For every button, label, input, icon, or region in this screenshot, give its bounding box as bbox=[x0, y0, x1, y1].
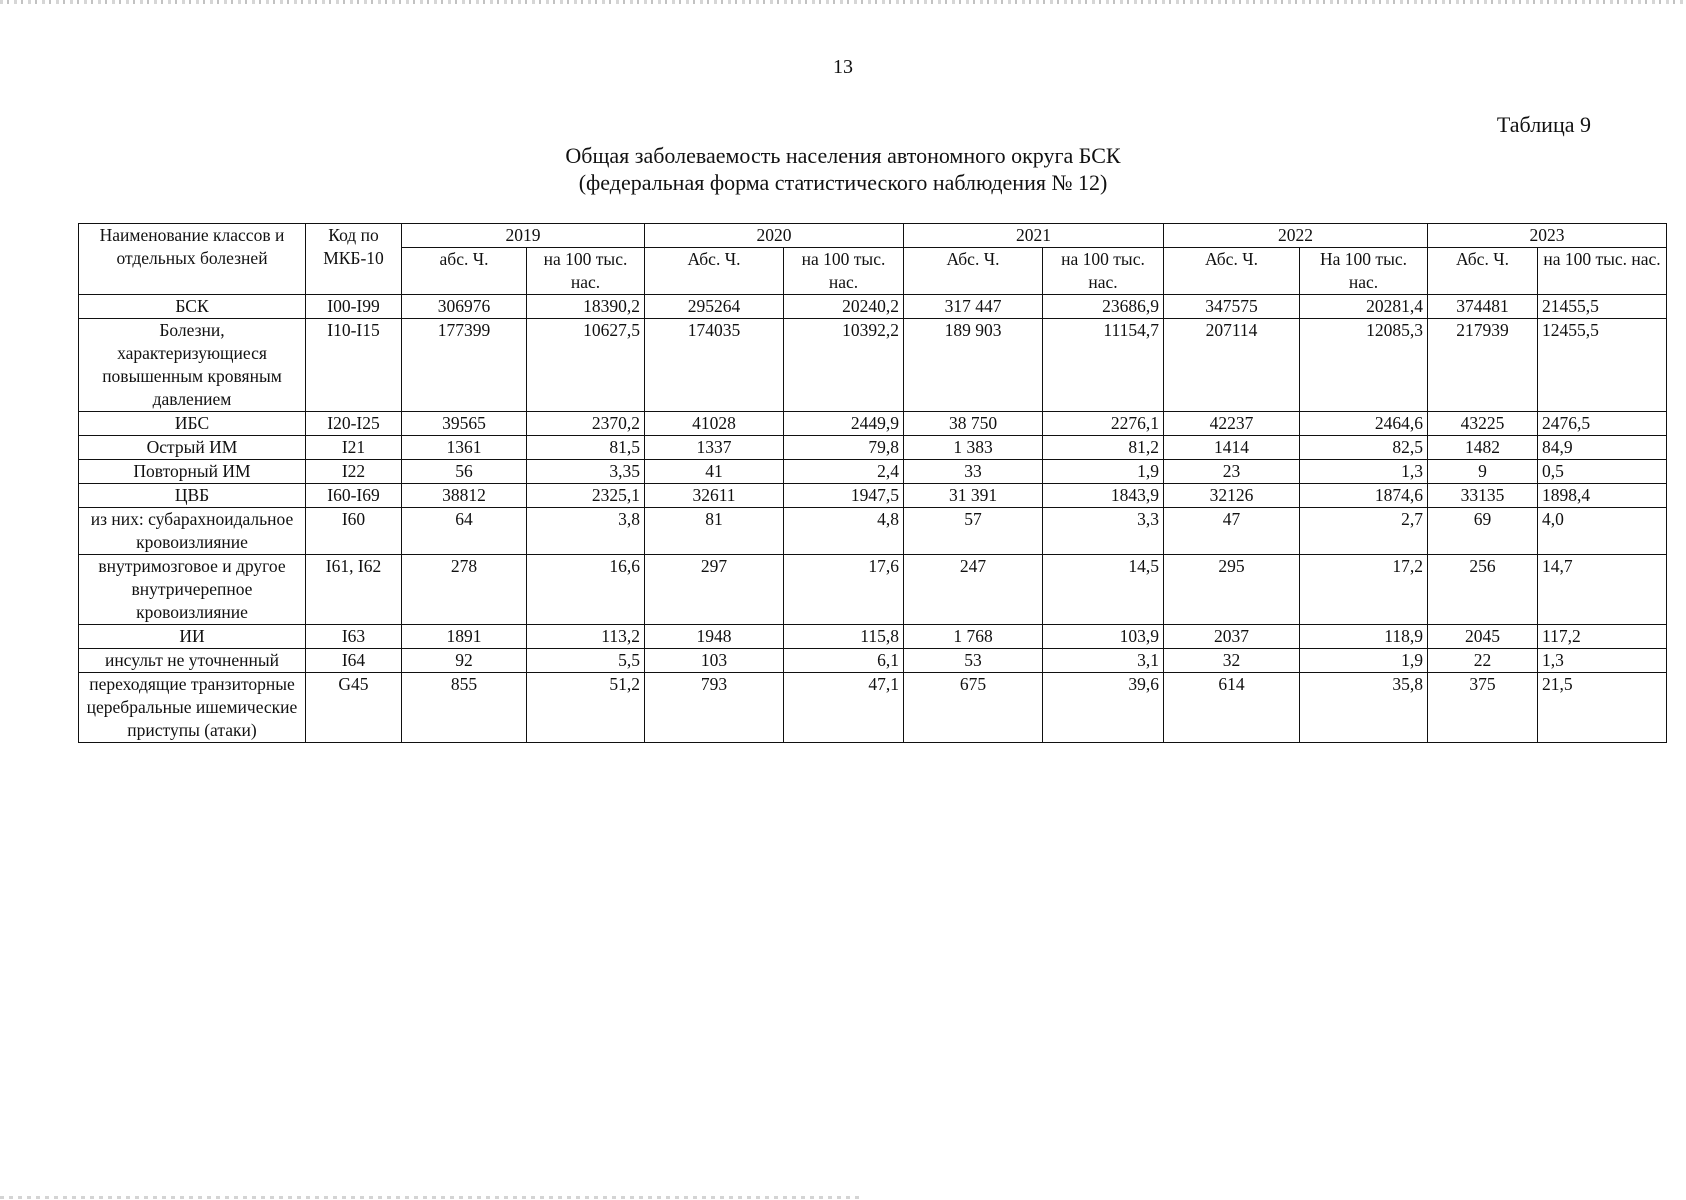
abs-value-cell: 1361 bbox=[402, 436, 527, 460]
rate-value-cell: 1,3 bbox=[1300, 460, 1428, 484]
header-year: 2020 bbox=[645, 224, 904, 248]
abs-value-cell: 38812 bbox=[402, 484, 527, 508]
abs-value-cell: 207114 bbox=[1164, 319, 1300, 412]
abs-value-cell: 793 bbox=[645, 673, 784, 743]
rate-value-cell: 51,2 bbox=[527, 673, 645, 743]
rate-value-cell: 12085,3 bbox=[1300, 319, 1428, 412]
header-per-100k: на 100 тыс. нас. bbox=[527, 248, 645, 295]
rate-value-cell: 17,6 bbox=[784, 555, 904, 625]
table-row bbox=[79, 295, 1667, 319]
abs-value-cell: 256 bbox=[1428, 555, 1538, 625]
abs-value-cell: 297 bbox=[645, 555, 784, 625]
abs-value-cell: 56 bbox=[402, 460, 527, 484]
rate-value-cell: 2476,5 bbox=[1538, 412, 1667, 436]
rate-value-cell: 1947,5 bbox=[784, 484, 904, 508]
scan-edge-bottom bbox=[0, 1196, 860, 1199]
icd-code-cell: G45 bbox=[306, 673, 402, 743]
rate-value-cell: 84,9 bbox=[1538, 436, 1667, 460]
abs-value-cell: 9 bbox=[1428, 460, 1538, 484]
rate-value-cell: 39,6 bbox=[1043, 673, 1164, 743]
table-body bbox=[79, 295, 1667, 743]
header-abs: абс. Ч. bbox=[402, 248, 527, 295]
abs-value-cell: 1891 bbox=[402, 625, 527, 649]
abs-value-cell: 41 bbox=[645, 460, 784, 484]
rate-value-cell: 2464,6 bbox=[1300, 412, 1428, 436]
abs-value-cell: 22 bbox=[1428, 649, 1538, 673]
rate-value-cell: 1843,9 bbox=[1043, 484, 1164, 508]
table-row bbox=[79, 673, 1667, 743]
rate-value-cell: 2276,1 bbox=[1043, 412, 1164, 436]
abs-value-cell: 103 bbox=[645, 649, 784, 673]
rate-value-cell: 81,5 bbox=[527, 436, 645, 460]
rate-value-cell: 2325,1 bbox=[527, 484, 645, 508]
rate-value-cell: 82,5 bbox=[1300, 436, 1428, 460]
abs-value-cell: 1337 bbox=[645, 436, 784, 460]
abs-value-cell: 675 bbox=[904, 673, 1043, 743]
header-year: 2022 bbox=[1164, 224, 1428, 248]
abs-value-cell: 32 bbox=[1164, 649, 1300, 673]
rate-value-cell: 81,2 bbox=[1043, 436, 1164, 460]
abs-value-cell: 41028 bbox=[645, 412, 784, 436]
rate-value-cell: 1874,6 bbox=[1300, 484, 1428, 508]
rate-value-cell: 47,1 bbox=[784, 673, 904, 743]
abs-value-cell: 317 447 bbox=[904, 295, 1043, 319]
header-abs: Абс. Ч. bbox=[645, 248, 784, 295]
disease-name-cell: Острый ИМ bbox=[79, 436, 306, 460]
disease-name-cell: инсульт не уточненный bbox=[79, 649, 306, 673]
rate-value-cell: 11154,7 bbox=[1043, 319, 1164, 412]
abs-value-cell: 614 bbox=[1164, 673, 1300, 743]
table-row bbox=[79, 555, 1667, 625]
header-per-100k: на 100 тыс. нас. bbox=[1538, 248, 1667, 295]
scan-edge-top bbox=[0, 0, 1686, 4]
page-number: 13 bbox=[833, 56, 853, 78]
rate-value-cell: 115,8 bbox=[784, 625, 904, 649]
table-row bbox=[79, 412, 1667, 436]
table-row bbox=[79, 460, 1667, 484]
rate-value-cell: 5,5 bbox=[527, 649, 645, 673]
abs-value-cell: 177399 bbox=[402, 319, 527, 412]
abs-value-cell: 1414 bbox=[1164, 436, 1300, 460]
rate-value-cell: 4,0 bbox=[1538, 508, 1667, 555]
icd-code-cell: I00-I99 bbox=[306, 295, 402, 319]
rate-value-cell: 10627,5 bbox=[527, 319, 645, 412]
rate-value-cell: 12455,5 bbox=[1538, 319, 1667, 412]
icd-code-cell: I10-I15 bbox=[306, 319, 402, 412]
rate-value-cell: 117,2 bbox=[1538, 625, 1667, 649]
title-line-1: Общая заболеваемость населения автономного округа БСК bbox=[565, 143, 1121, 168]
abs-value-cell: 32126 bbox=[1164, 484, 1300, 508]
abs-value-cell: 2037 bbox=[1164, 625, 1300, 649]
rate-value-cell: 2370,2 bbox=[527, 412, 645, 436]
abs-value-cell: 64 bbox=[402, 508, 527, 555]
rate-value-cell: 2449,9 bbox=[784, 412, 904, 436]
abs-value-cell: 2045 bbox=[1428, 625, 1538, 649]
rate-value-cell: 3,1 bbox=[1043, 649, 1164, 673]
rate-value-cell: 20281,4 bbox=[1300, 295, 1428, 319]
abs-value-cell: 374481 bbox=[1428, 295, 1538, 319]
header-year: 2023 bbox=[1428, 224, 1667, 248]
icd-code-cell: I63 bbox=[306, 625, 402, 649]
abs-value-cell: 247 bbox=[904, 555, 1043, 625]
rate-value-cell: 14,5 bbox=[1043, 555, 1164, 625]
rate-value-cell: 4,8 bbox=[784, 508, 904, 555]
disease-name-cell: ИБС bbox=[79, 412, 306, 436]
disease-name-cell: переходящие транзиторные церебральные ишемические приступы (атаки) bbox=[79, 673, 306, 743]
rate-value-cell: 1,9 bbox=[1043, 460, 1164, 484]
abs-value-cell: 42237 bbox=[1164, 412, 1300, 436]
disease-name-cell: ЦВБ bbox=[79, 484, 306, 508]
header-per-100k: на 100 тыс. нас. bbox=[784, 248, 904, 295]
rate-value-cell: 2,7 bbox=[1300, 508, 1428, 555]
header-abs: Абс. Ч. bbox=[1164, 248, 1300, 295]
header-year: 2019 bbox=[402, 224, 645, 248]
disease-name-cell: БСК bbox=[79, 295, 306, 319]
document-title bbox=[0, 142, 1686, 196]
icd-code-cell: I20-I25 bbox=[306, 412, 402, 436]
rate-value-cell: 14,7 bbox=[1538, 555, 1667, 625]
disease-name-cell: Повторный ИМ bbox=[79, 460, 306, 484]
rate-value-cell: 16,6 bbox=[527, 555, 645, 625]
rate-value-cell: 3,8 bbox=[527, 508, 645, 555]
rate-value-cell: 113,2 bbox=[527, 625, 645, 649]
rate-value-cell: 3,35 bbox=[527, 460, 645, 484]
rate-value-cell: 20240,2 bbox=[784, 295, 904, 319]
abs-value-cell: 92 bbox=[402, 649, 527, 673]
header-code-column: Код по МКБ-10 bbox=[306, 224, 402, 295]
abs-value-cell: 31 391 bbox=[904, 484, 1043, 508]
abs-value-cell: 43225 bbox=[1428, 412, 1538, 436]
icd-code-cell: I22 bbox=[306, 460, 402, 484]
abs-value-cell: 1482 bbox=[1428, 436, 1538, 460]
abs-value-cell: 39565 bbox=[402, 412, 527, 436]
abs-value-cell: 33135 bbox=[1428, 484, 1538, 508]
table-row bbox=[79, 625, 1667, 649]
abs-value-cell: 57 bbox=[904, 508, 1043, 555]
rate-value-cell: 118,9 bbox=[1300, 625, 1428, 649]
table-row bbox=[79, 436, 1667, 460]
rate-value-cell: 1,9 bbox=[1300, 649, 1428, 673]
table-row bbox=[79, 508, 1667, 555]
abs-value-cell: 81 bbox=[645, 508, 784, 555]
abs-value-cell: 53 bbox=[904, 649, 1043, 673]
abs-value-cell: 69 bbox=[1428, 508, 1538, 555]
rate-value-cell: 21,5 bbox=[1538, 673, 1667, 743]
abs-value-cell: 295264 bbox=[645, 295, 784, 319]
abs-value-cell: 295 bbox=[1164, 555, 1300, 625]
table-row bbox=[79, 319, 1667, 412]
table-label: Таблица 9 bbox=[1496, 112, 1591, 137]
abs-value-cell: 32611 bbox=[645, 484, 784, 508]
rate-value-cell: 10392,2 bbox=[784, 319, 904, 412]
header-abs: Абс. Ч. bbox=[904, 248, 1043, 295]
header-abs: Абс. Ч. bbox=[1428, 248, 1538, 295]
abs-value-cell: 1 383 bbox=[904, 436, 1043, 460]
rate-value-cell: 1898,4 bbox=[1538, 484, 1667, 508]
header-per-100k: На 100 тыс. нас. bbox=[1300, 248, 1428, 295]
morbidity-table bbox=[78, 223, 1667, 743]
rate-value-cell: 79,8 bbox=[784, 436, 904, 460]
abs-value-cell: 1 768 bbox=[904, 625, 1043, 649]
icd-code-cell: I60-I69 bbox=[306, 484, 402, 508]
icd-code-cell: I61, I62 bbox=[306, 555, 402, 625]
abs-value-cell: 375 bbox=[1428, 673, 1538, 743]
header-name-column: Наименование классов и отдельных болезней bbox=[79, 224, 306, 295]
disease-name-cell: из них: субарахноидальное кровоизлияние bbox=[79, 508, 306, 555]
header-per-100k: на 100 тыс. нас. bbox=[1043, 248, 1164, 295]
rate-value-cell: 1,3 bbox=[1538, 649, 1667, 673]
abs-value-cell: 278 bbox=[402, 555, 527, 625]
rate-value-cell: 2,4 bbox=[784, 460, 904, 484]
rate-value-cell: 17,2 bbox=[1300, 555, 1428, 625]
abs-value-cell: 38 750 bbox=[904, 412, 1043, 436]
table-row bbox=[79, 484, 1667, 508]
abs-value-cell: 189 903 bbox=[904, 319, 1043, 412]
title-line-2: (федеральная форма статистического наблюдения № 12) bbox=[578, 170, 1108, 195]
table-row bbox=[79, 649, 1667, 673]
disease-name-cell: ИИ bbox=[79, 625, 306, 649]
abs-value-cell: 855 bbox=[402, 673, 527, 743]
rate-value-cell: 0,5 bbox=[1538, 460, 1667, 484]
header-year: 2021 bbox=[904, 224, 1164, 248]
abs-value-cell: 347575 bbox=[1164, 295, 1300, 319]
rate-value-cell: 21455,5 bbox=[1538, 295, 1667, 319]
abs-value-cell: 174035 bbox=[645, 319, 784, 412]
rate-value-cell: 6,1 bbox=[784, 649, 904, 673]
abs-value-cell: 1948 bbox=[645, 625, 784, 649]
icd-code-cell: I64 bbox=[306, 649, 402, 673]
icd-code-cell: I60 bbox=[306, 508, 402, 555]
rate-value-cell: 35,8 bbox=[1300, 673, 1428, 743]
abs-value-cell: 217939 bbox=[1428, 319, 1538, 412]
disease-name-cell: внутримозговое и другое внутричерепное кровоизлияние bbox=[79, 555, 306, 625]
abs-value-cell: 23 bbox=[1164, 460, 1300, 484]
icd-code-cell: I21 bbox=[306, 436, 402, 460]
abs-value-cell: 47 bbox=[1164, 508, 1300, 555]
rate-value-cell: 23686,9 bbox=[1043, 295, 1164, 319]
rate-value-cell: 3,3 bbox=[1043, 508, 1164, 555]
abs-value-cell: 306976 bbox=[402, 295, 527, 319]
rate-value-cell: 18390,2 bbox=[527, 295, 645, 319]
rate-value-cell: 103,9 bbox=[1043, 625, 1164, 649]
abs-value-cell: 33 bbox=[904, 460, 1043, 484]
disease-name-cell: Болезни, характеризующиеся повышенным кровяным давлением bbox=[79, 319, 306, 412]
